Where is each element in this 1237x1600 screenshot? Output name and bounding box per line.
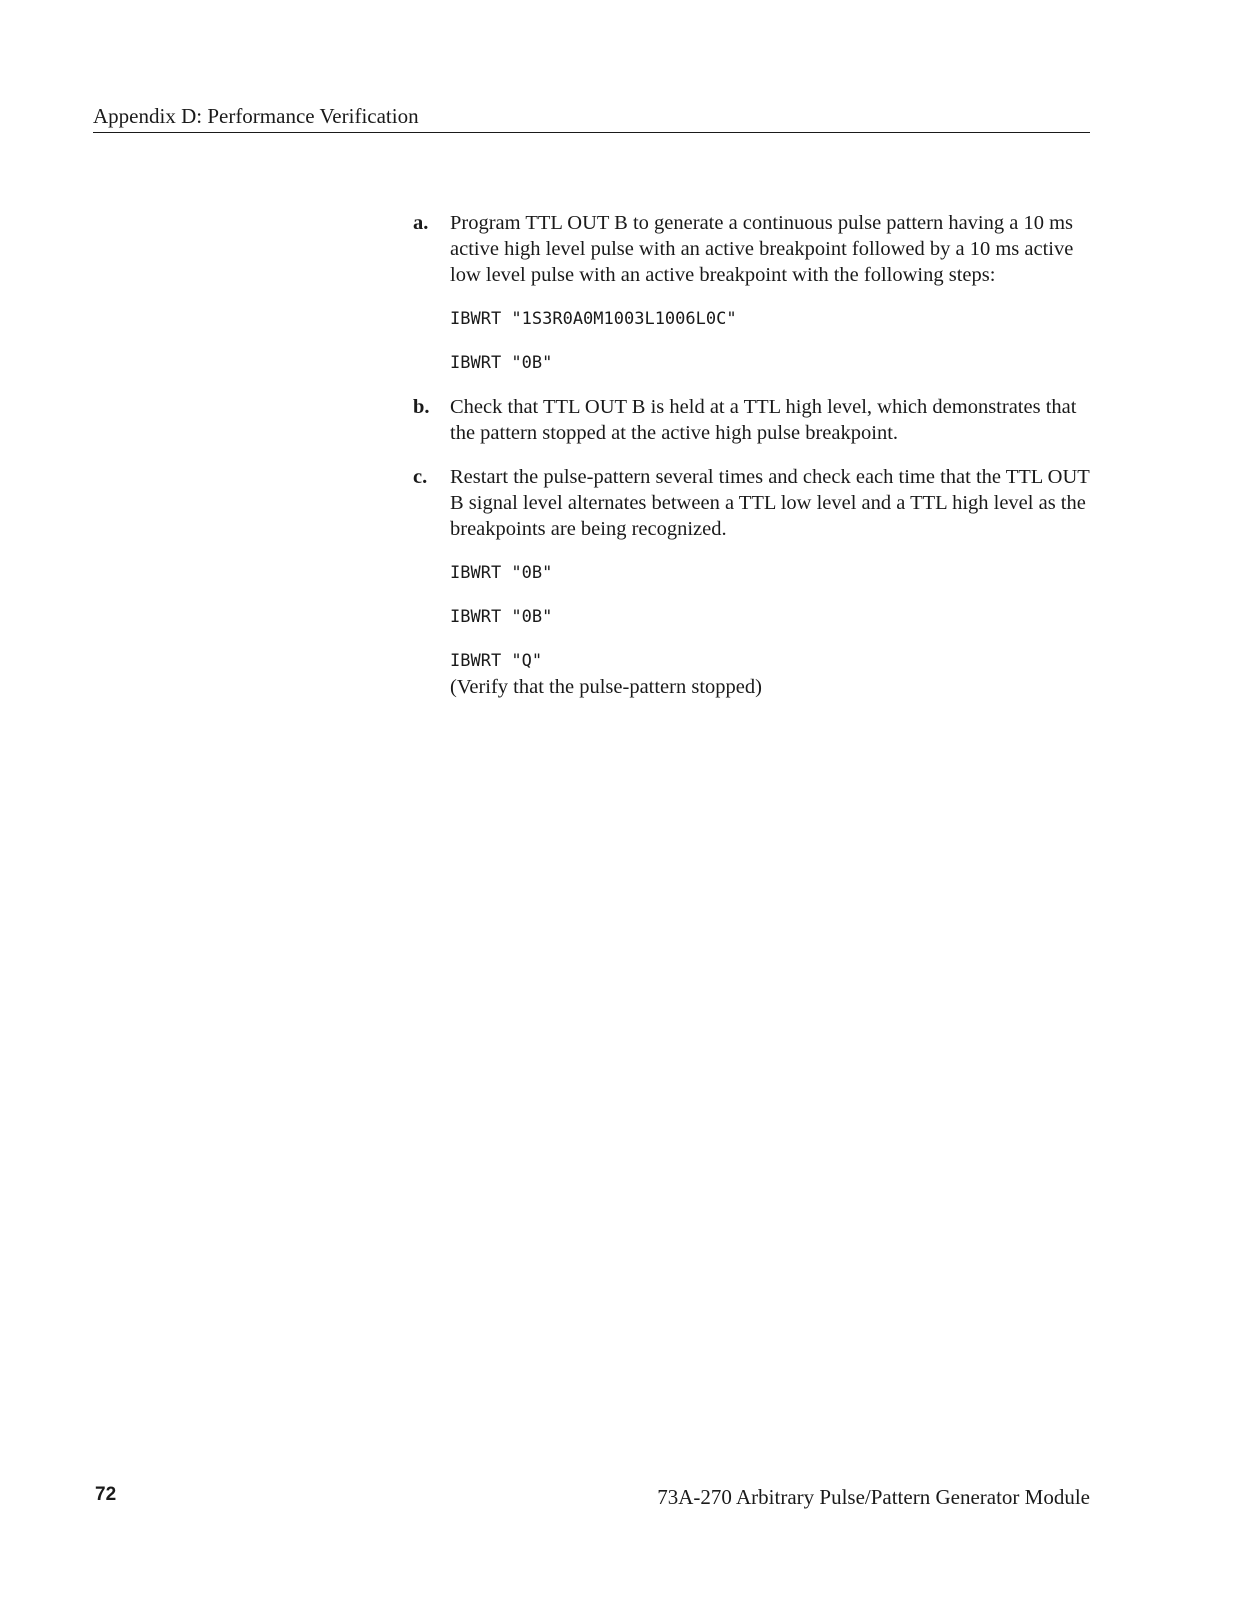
- step-letter: c.: [413, 466, 428, 488]
- command-line: IBWRT "0B": [450, 353, 553, 373]
- step-letter: a.: [413, 212, 429, 234]
- command-line: IBWRT "1S3R0A0M1003L1006L0C": [450, 309, 737, 329]
- command-block-a: [450, 306, 1093, 376]
- header-title: Appendix D: Performance Verification: [93, 104, 419, 128]
- page-number: 72: [95, 1484, 117, 1505]
- procedure-steps: [413, 210, 1093, 700]
- command-block-c: [450, 560, 1093, 700]
- command-line: IBWRT "0B": [450, 563, 553, 583]
- verification-note: (Verify that the pulse-pattern stopped): [450, 676, 762, 698]
- page-header: [93, 104, 1090, 133]
- step-a: [413, 210, 1093, 288]
- command-line: IBWRT "0B": [450, 607, 553, 627]
- step-b: [413, 394, 1093, 446]
- footer-document-title: 73A-270 Arbitrary Pulse/Pattern Generator Module: [657, 1485, 1090, 1509]
- command-line: IBWRT "Q": [450, 651, 543, 671]
- step-letter: b.: [413, 396, 430, 418]
- step-text: Restart the pulse-pattern several times and check each time that the TTL OUT B signal level alternates between a TTL low level and a TTL high level as the breakpoints are being recognized.: [450, 466, 1090, 540]
- step-c: [413, 464, 1093, 542]
- step-text: Check that TTL OUT B is held at a TTL high level, which demonstrates that the pattern stopped at the active high pulse breakpoint.: [450, 396, 1077, 444]
- step-text: Program TTL OUT B to generate a continuous pulse pattern having a 10 ms active high level pulse with an active breakpoint followed by a 10 ms active low level pulse with an active breakpoint with the following steps:: [450, 212, 1074, 286]
